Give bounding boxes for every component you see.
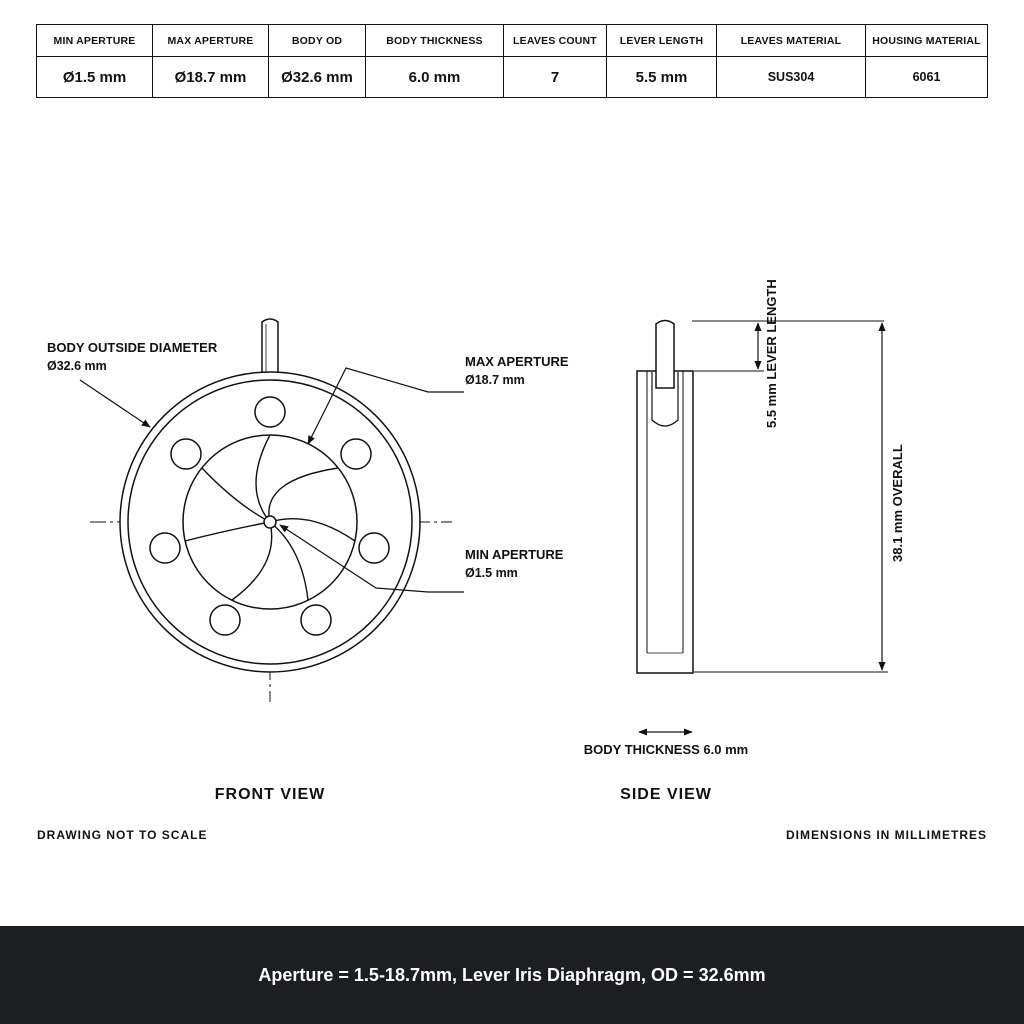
spec-header-body-od: BODY OD <box>269 25 366 57</box>
spec-header-lever-length: LEVER LENGTH <box>607 25 717 57</box>
overall-label: 38.1 mm OVERALL <box>890 444 905 562</box>
front-view <box>80 319 464 702</box>
body-od-value: Ø32.6 mm <box>47 359 107 373</box>
spec-value-housing-material: 6061 <box>866 57 988 98</box>
side-body <box>637 371 693 673</box>
spec-header-housing-material: HOUSING MATERIAL <box>866 25 988 57</box>
side-view <box>637 321 888 733</box>
spec-value-leaves-count: 7 <box>504 57 607 98</box>
units-note: DIMENSIONS IN MILLIMETRES <box>785 828 987 842</box>
footer-caption: Aperture = 1.5-18.7mm, Lever Iris Diaphragm, OD = 32.6mm <box>258 964 766 985</box>
front-view-title: FRONT VIEW <box>214 786 326 803</box>
spec-header-leaves-count: LEAVES COUNT <box>504 25 607 57</box>
spec-value-body-od: Ø32.6 mm <box>269 57 366 98</box>
thickness-label: BODY THICKNESS 6.0 mm <box>583 742 749 757</box>
spec-value-body-thickness: 6.0 mm <box>366 57 504 98</box>
spec-value-max-aperture: Ø18.7 mm <box>153 57 269 98</box>
spec-value-lever-length: 5.5 mm <box>607 57 717 98</box>
body-od-label: BODY OUTSIDE DIAMETER <box>47 340 218 355</box>
footer-bar <box>0 926 1024 1024</box>
not-to-scale-note: DRAWING NOT TO SCALE <box>37 828 208 842</box>
side-view-title: SIDE VIEW <box>620 786 712 803</box>
lever-length-label: 5.5 mm LEVER LENGTH <box>764 279 779 428</box>
min-aperture-circle <box>264 516 276 528</box>
max-aperture-label: MAX APERTURE <box>465 354 569 369</box>
min-aperture-label: MIN APERTURE <box>465 547 564 562</box>
max-aperture-value: Ø18.7 mm <box>465 373 525 387</box>
spec-header-min-aperture: MIN APERTURE <box>37 25 153 57</box>
front-lever-pin <box>262 319 278 372</box>
spec-header-max-aperture: MAX APERTURE <box>153 25 269 57</box>
spec-value-leaves-material: SUS304 <box>717 57 866 98</box>
body-od-leader <box>80 380 150 427</box>
spec-header-leaves-material: LEAVES MATERIAL <box>717 25 866 57</box>
spec-value-min-aperture: Ø1.5 mm <box>37 57 153 98</box>
side-lever-pin <box>656 321 674 389</box>
spec-header-body-thickness: BODY THICKNESS <box>366 25 504 57</box>
min-aperture-value: Ø1.5 mm <box>465 566 518 580</box>
